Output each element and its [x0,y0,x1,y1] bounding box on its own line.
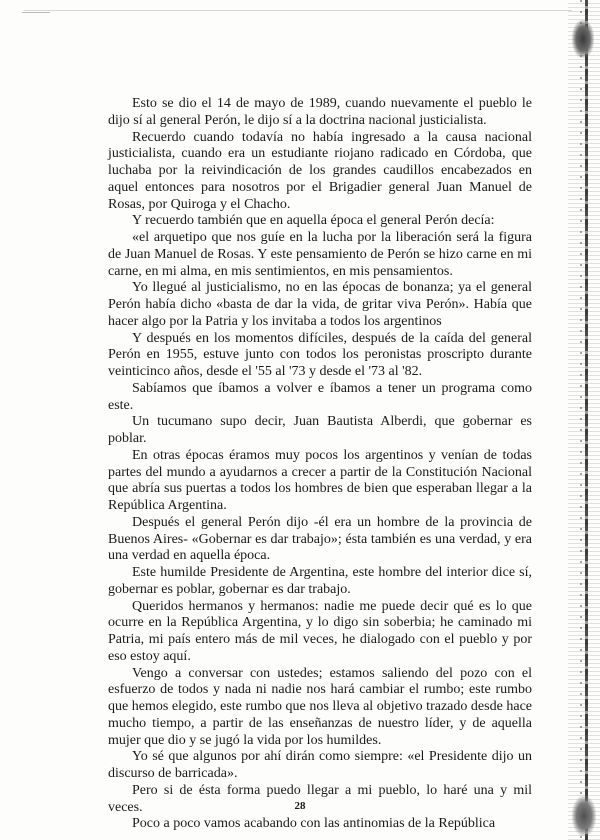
paragraph: Y después en los momentos difíciles, después de la caída del general Perón en 1955, estuve junto con todos los peronistas proscripto durante veinticinco años, desde el '55 al '73 y desde el '73 al '82. [108,330,532,379]
paragraph: Sabíamos que íbamos a volver e íbamos a tener un programa como este. [108,380,532,413]
paragraph: Queridos hermanos y hermanos: nadie me puede decir qué es lo que ocurre en la República Argentina, y lo digo sin soberbia; he caminado mi Patria, mi país entero más de mil veces, he dialogado con el pueblo y por eso estoy aquí. [108,598,532,664]
top-scan-line [24,10,572,11]
paragraph: Un tucumano supo decir, Juan Bautista Alberdi, que gobernar es poblar. [108,414,532,446]
paragraph: Poco a poco vamos acabando con las antinomias de la República [132,816,496,832]
paragraph: «el arquetipo que nos guíe en la lucha por la liberación será la figura de Juan Manuel de Rosas. Y este pensamiento de Perón se hizo carne en mi carne, en mi alma, en mis sentimientos, en mis pensamientos. [108,230,532,279]
paragraph: Esto se dio el 14 de mayo de 1989, cuando nuevamente el pueblo le dijo sí al general Perón, le dijo sí a la doctrina nacional justicialista. [108,96,532,128]
body-text [108,96,532,833]
paragraph: Recuerdo cuando todavía no había ingresado a la causa nacional justicialista, cuando era un estudiante riojano radicado en Córdoba, que luchaba por la reivindicación de los grandes caudillos encabezados en aquel entonces para nosotros por el Brigadier general Juan Manuel de Rosas, por Quiroga y el Chacho. [108,129,532,212]
paragraph: Pero si de ésta forma puedo llegar a mi pueblo, lo haré una y mil veces. [108,782,532,815]
paragraph: Yo llegué al justicialismo, no en las épocas de bonanza; ya el general Perón había dicho «basta de dar la vida, de gritar viva Perón». Había que hacer algo por la Patria y los invitaba a todos los argentinos [108,280,532,329]
top-scan-speck [22,12,50,13]
paragraph: Y recuerdo también que en aquella época el general Perón decía: [132,213,495,229]
paragraph: Después el general Perón dijo -él era un hombre de la provincia de Buenos Aires- «Gobernar es dar trabajo»; ésta también es una verdad, y era una verdad en aquella época. [108,514,532,564]
scan-binding-edge [568,0,600,840]
paragraph: Yo sé que algunos por ahí dirán como siempre: «el Presidente dijo un discurso de barricada». [108,749,532,781]
page-number: 28 [294,800,306,812]
paragraph: Vengo a conversar con ustedes; estamos saliendo del pozo con el esfuerzo de todos y nada ni nadie nos hará cambiar el rumbo; este rumbo que hemos elegido, este rumbo que nos lleva al objetivo trazado desde hace mucho tiempo, a partir de las enseñanzas de nuestro líder, y de aquella mujer que dio y se jugó la vida por los humildes. [108,665,532,748]
paragraph: Este humilde Presidente de Argentina, este hombre del interior dice sí, gobernar es poblar, gobernar es dar trabajo. [108,565,532,597]
paragraph: En otras épocas éramos muy pocos los argentinos y venían de todas partes del mundo a ayudarnos a crecer a partir de la Constitución Nacional que abría sus puertas a todos los hombres de bien que esperaban llegar a la República Argentina. [108,447,532,513]
scan-edge-shadow-top [572,20,594,58]
